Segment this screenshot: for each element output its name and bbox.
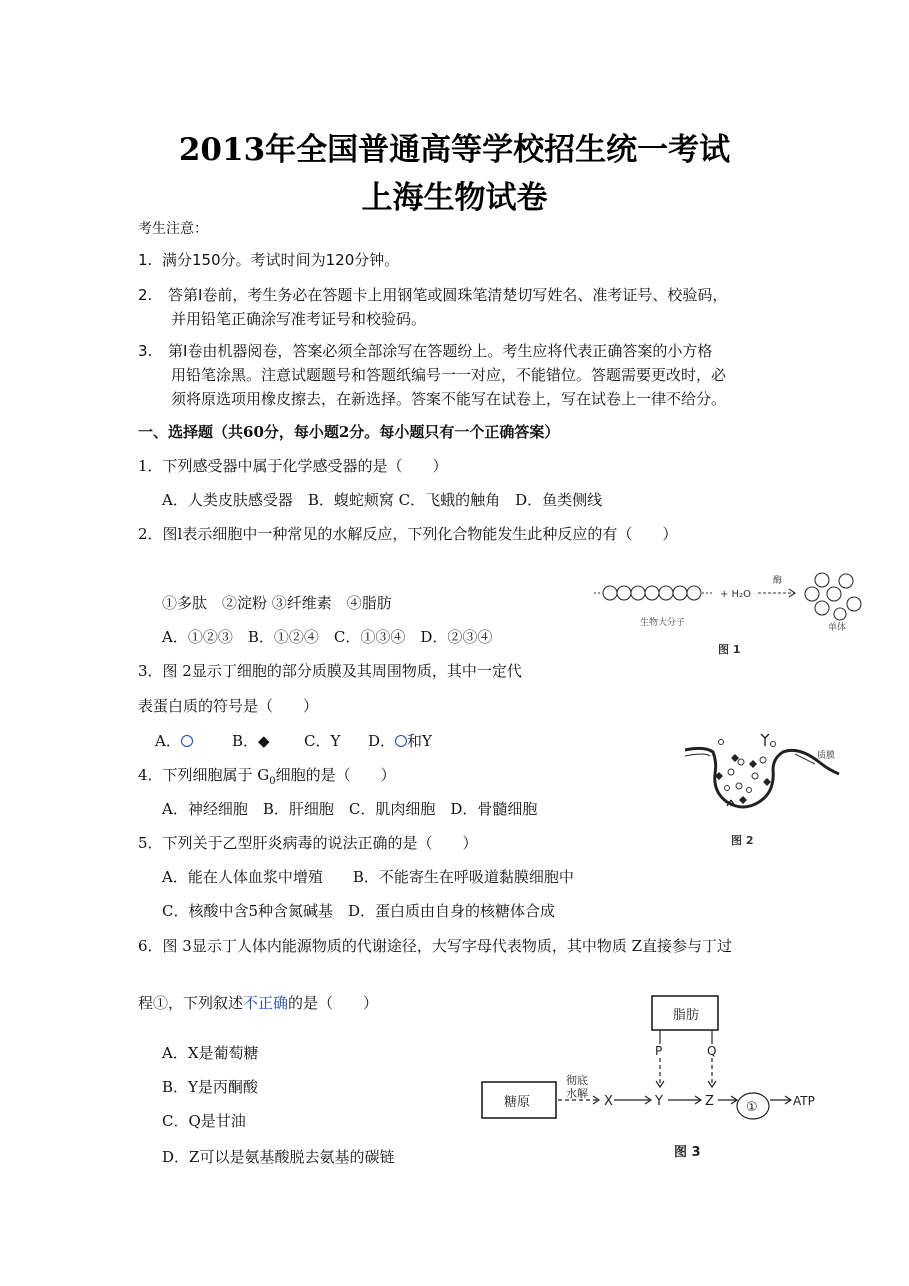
notice-2-line2: 并用铅笔正确涂写准考证号和校验码。 [171,310,427,328]
q6-stem2-b: 的是（ ） [288,994,379,1012]
section1-heading: 一、选择题（共60分，每小题2分。每小题只有一个正确答案） [138,423,560,441]
q6-option-a: A．X是葡萄糖 [162,1044,259,1062]
fig3-y-label: Y [655,1094,663,1109]
notice-3-line1: 第Ⅰ卷由机器阅卷，答案必须全部涂写在答题纷上。考生应将代表正确答案的小方格 [168,342,713,360]
q6-option-d: D．Z可以是氨基酸脱去氨基的碳链 [162,1148,395,1166]
fig1-water-label: + H₂O [720,589,751,600]
q3-stem-line1: 3．图 2显示丁细胞的部分质膜及其周围物质，其中一定代 [138,662,522,680]
fig2-membrane-label: 质膜 [817,751,836,761]
q6-stem2-a: 程①，下列叙述 [138,994,244,1012]
q2-items: ①多肽 ②淀粉 ③纤维素 ④脂肪 [162,594,392,612]
q6-option-b: B．Y是丙酮酸 [162,1078,258,1096]
notice-2-line1: 答第Ⅰ卷前，考生务必在答题卡上用钢笔或圆珠笔清楚切写姓名、准考证号、校验码， [168,286,728,304]
notice-heading: 考生注意： [138,221,208,237]
fig3-q-label: Q [707,1044,717,1058]
q6-option-c: C．Q是甘油 [162,1112,246,1130]
q4-stem-b: 细胞的是（ ） [275,766,396,784]
fig2-caption: 图 2 [731,834,754,847]
fig1-enzyme-label: 酶 [773,576,783,586]
q5-options-line2: C．核酸中含5种含氮碱基 D．蛋白质由自身的核糖体合成 [162,902,556,920]
notice-1-line1: 满分150分。考试时间为120分钟。 [162,251,400,269]
q1-options: A．人类皮肤感受器 B．蝮蛇颊窝 C．飞蛾的触角 D．鱼类侧线 [162,491,603,509]
fig3-z-label: Z [705,1094,714,1109]
polymer-chain [594,586,714,600]
q3-option-b: B．◆ [232,732,270,750]
q3-option-a [155,731,193,751]
monomers [805,573,861,620]
figure-1-hydrolysis-diagram [590,568,870,660]
fig3-atp-label: ATP [793,1094,815,1108]
fig3-caption: 图 3 [674,1145,701,1160]
figure-2-membrane-diagram [683,732,843,852]
q6-stem2-highlight: 不正确 [243,994,289,1012]
q4-stem-sub: 0 [269,776,276,787]
q4-options: A．神经细胞 B．肝细胞 C．肌肉细胞 D．骨髓细胞 [162,800,538,818]
fig3-fat-label: 脂肪 [673,1008,700,1023]
fig1-left-label: 生物大分子 [640,618,686,628]
fig3-glycogen-label: 糖原 [504,1095,531,1110]
notice-3-line2: 用铅笔涂黑。注意试题题号和答题纸编号一一对应，不能错位。答题需要更改时，必 [171,366,727,384]
fig3-p-label: P [655,1044,663,1058]
q3-option-d [368,731,432,751]
q1-stem: 1．下列感受器中属于化学感受器的是（ ） [138,457,448,475]
q5-stem: 5．下列关于乙型肝炎病毒的说法正确的是（ ） [138,834,478,852]
q3-stem-line2: 表蛋白质的符号是（ ） [138,697,319,715]
notice-3-number: 3. [138,342,153,360]
q4-stem [138,765,396,792]
notice-1-number: 1. [138,251,153,269]
notice-3-line3: 须将原选项用橡皮擦去，在新选择。答案不能写在试卷上，写在试卷上一律不给分。 [171,390,727,408]
q3-option-a-label: A． [155,732,181,750]
q3-option-d-tail: 和Y [407,732,432,750]
blue-circle-icon [395,735,407,747]
fig3-hydrolysis-label2: 水解 [566,1087,588,1100]
blue-circle-icon [181,735,193,747]
q5-options-line1: A．能在人体血浆中增殖 B．不能寄生在呼吸道黏膜细胞中 [162,868,574,886]
fig1-right-label: 单体 [828,623,847,633]
arrow-icon [758,589,795,597]
q4-stem-a: 4．下列细胞属于 G [138,766,270,784]
q2-stem: 2．图l表示细胞中一种常见的水解反应，下列化合物能发生此种反应的有（ ） [138,525,678,543]
notice-2-number: 2. [138,286,153,304]
fig1-caption: 图 1 [718,643,741,656]
q3-option-c: C．Y [304,732,341,750]
molecule-diamonds [715,754,771,804]
fig3-step-label: ① [746,1100,758,1115]
fig3-hydrolysis-label1: 彻底 [566,1074,588,1087]
exam-title-line1: 2013年全国普通高等学校招生统一考试 [178,132,731,168]
q2-options: A．①②③ B．①②④ C．①③④ D．②③④ [162,628,493,646]
fig3-x-label: X [604,1094,613,1109]
q6-stem-line1: 6．图 3显示丁人体内能源物质的代谢途径，大写字母代表物质，其中物质 Z直接参与丁过 [138,937,733,955]
q6-stem-line2 [138,993,378,1013]
q3-option-d-label: D． [368,732,396,750]
figure-3-metabolism-diagram [474,992,834,1172]
exam-title-line2: 上海生物试卷 [361,180,548,216]
